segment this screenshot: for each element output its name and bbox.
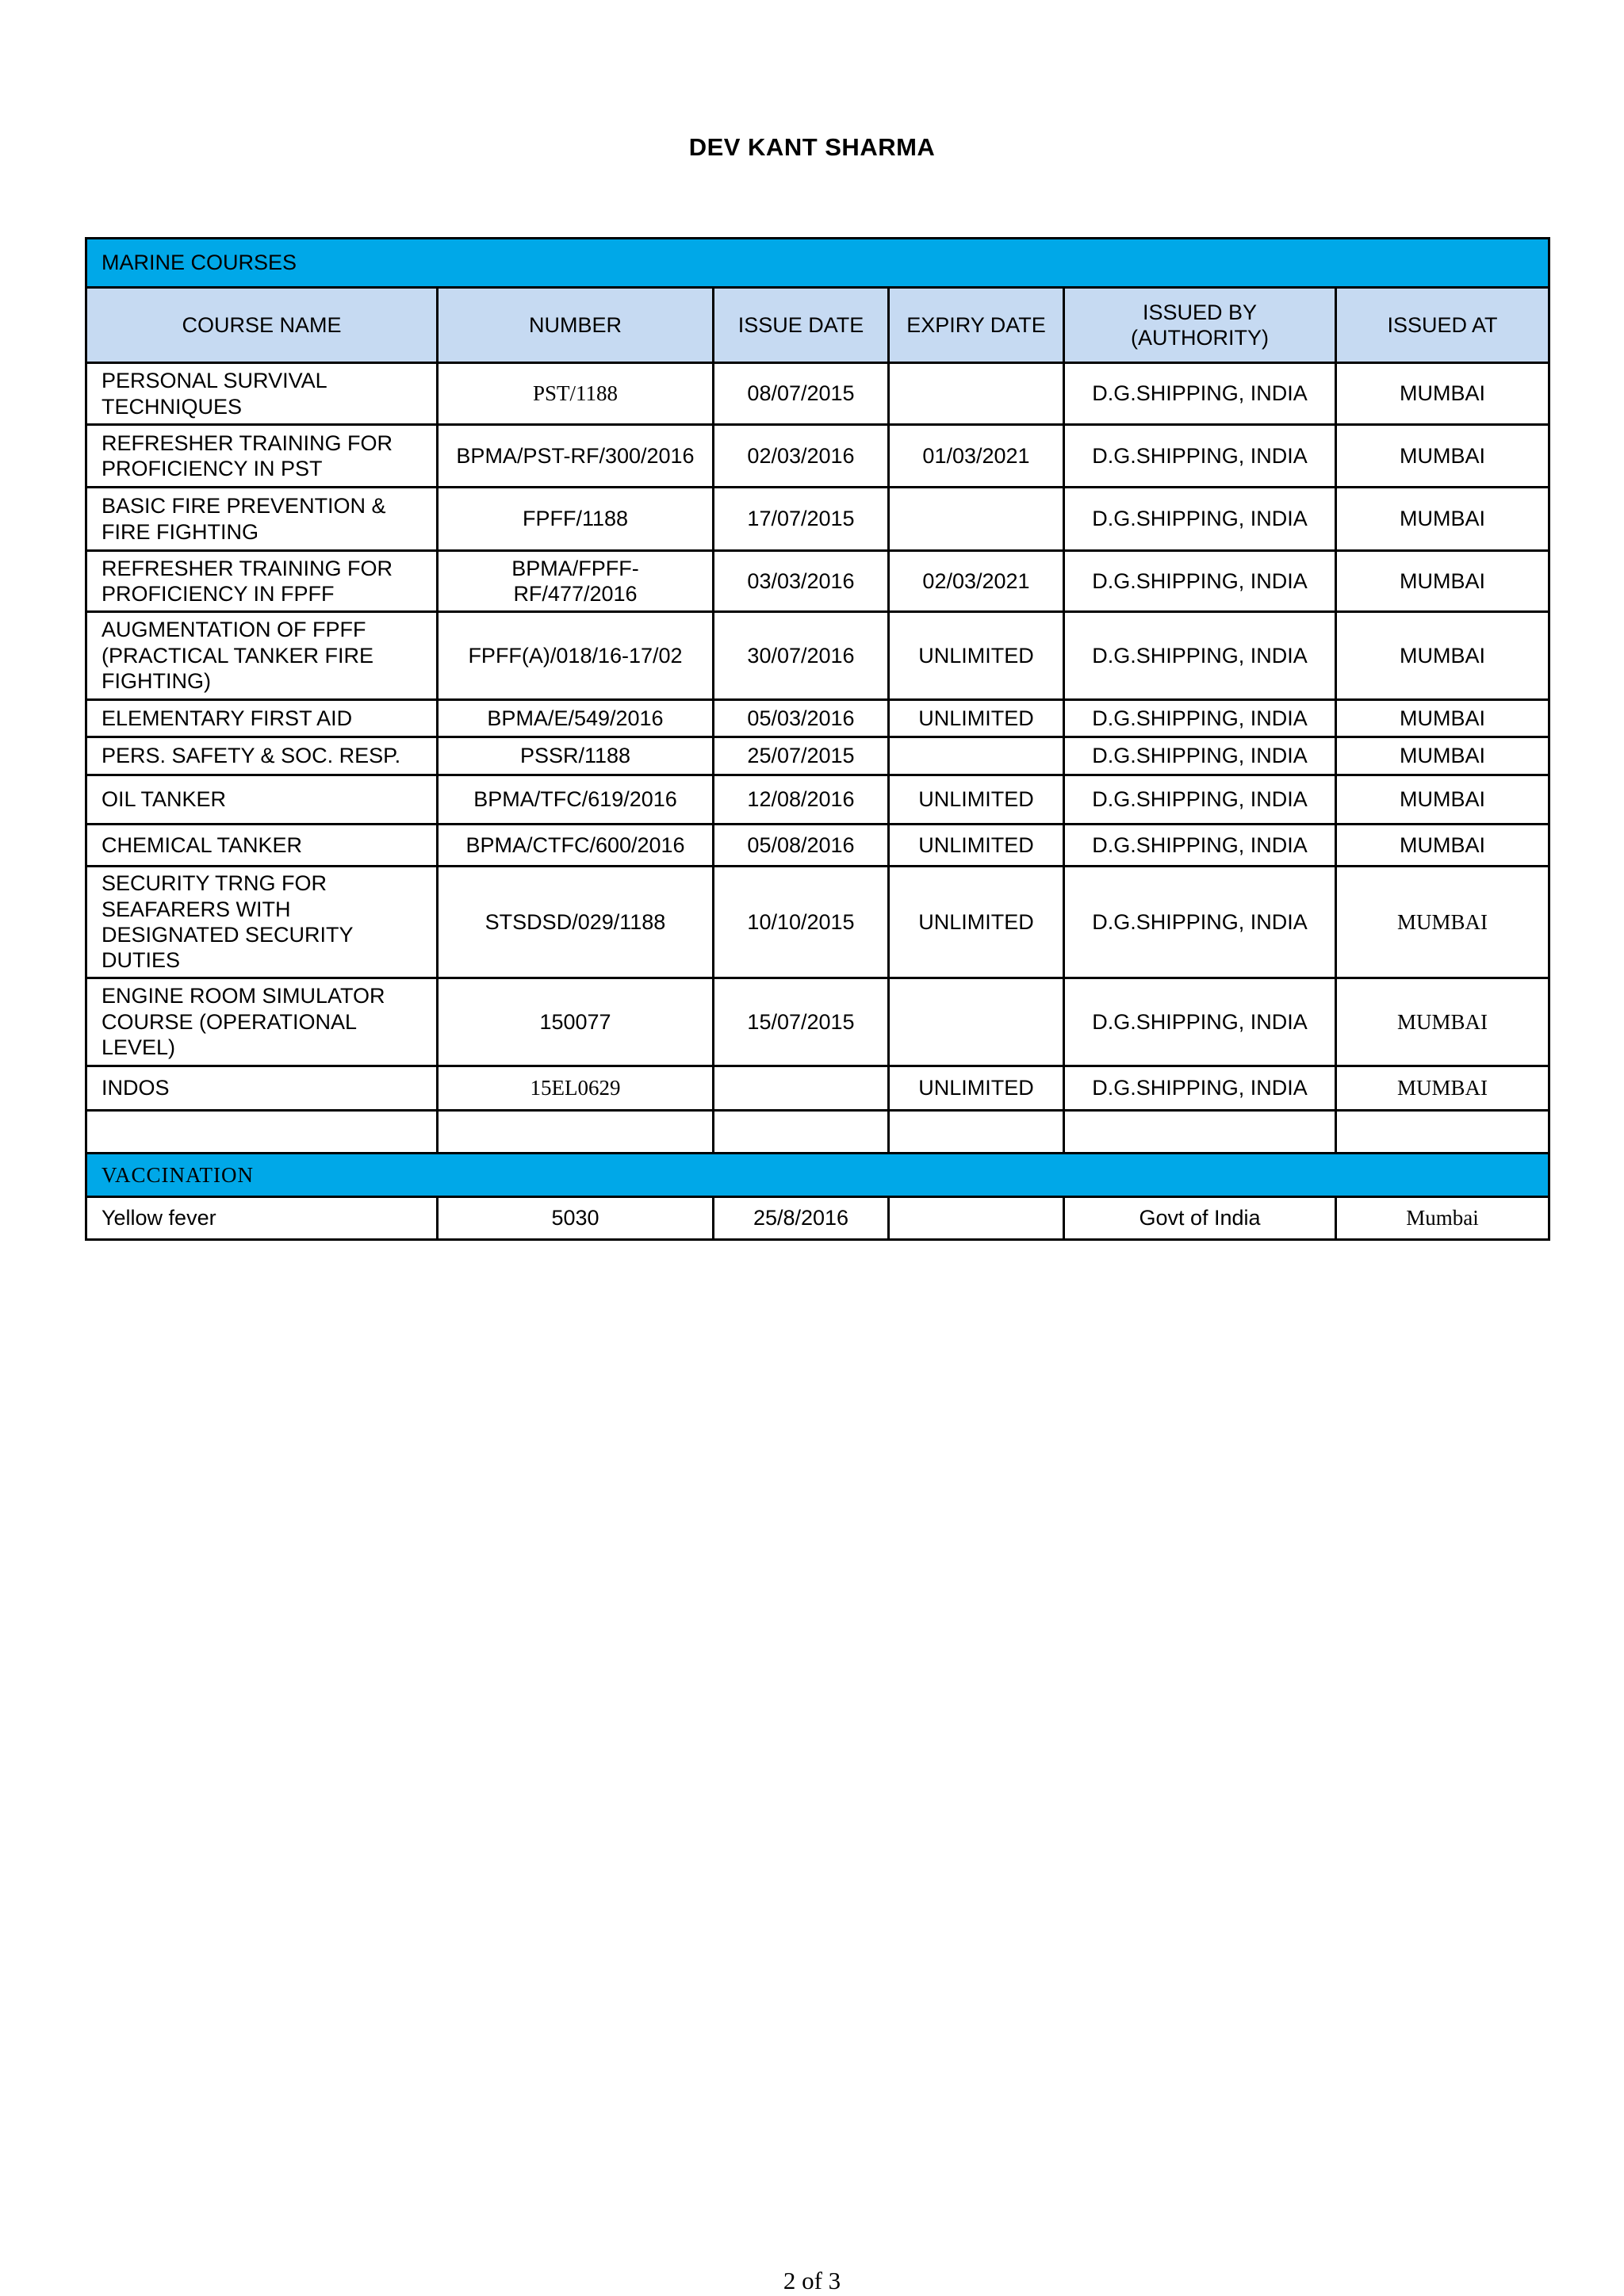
course-name-cell: AUGMENTATION OF FPFF (PRACTICAL TANKER FIRE FIGHTING) [86, 612, 438, 700]
issued-by-cell: D.G.SHIPPING, INDIA [1064, 867, 1336, 978]
issue-date-cell: 08/07/2015 [714, 363, 889, 425]
expiry-date-cell: 01/03/2021 [889, 425, 1064, 488]
table-row [86, 1197, 1549, 1240]
issue-date-cell [714, 1111, 889, 1154]
page-number: 2 of 3 [783, 2267, 841, 2294]
expiry-date-cell [889, 737, 1064, 775]
course-name-cell: PERS. SAFETY & SOC. RESP. [86, 737, 438, 775]
issue-date-cell: 30/07/2016 [714, 612, 889, 700]
issued-at-cell: MUMBAI [1336, 551, 1549, 612]
issued-at-cell: MUMBAI [1336, 867, 1549, 978]
vaccination-title: VACCINATION [86, 1154, 1549, 1197]
expiry-date-cell [889, 488, 1064, 551]
expiry-date-cell: UNLIMITED [889, 612, 1064, 700]
table-row [86, 825, 1549, 867]
issued-by-cell: Govt of India [1064, 1197, 1336, 1240]
course-name-cell: ENGINE ROOM SIMULATOR COURSE (OPERATIONAL LEVEL) [86, 978, 438, 1066]
issued-at-cell: Mumbai [1336, 1197, 1549, 1240]
issued-by-cell [1064, 1111, 1336, 1154]
issued-by-cell: D.G.SHIPPING, INDIA [1064, 737, 1336, 775]
issued-by-cell: D.G.SHIPPING, INDIA [1064, 700, 1336, 737]
number-cell: 15EL0629 [438, 1066, 714, 1111]
issued-at-cell: MUMBAI [1336, 775, 1549, 825]
expiry-date-cell: UNLIMITED [889, 1066, 1064, 1111]
issued-by-cell: D.G.SHIPPING, INDIA [1064, 551, 1336, 612]
issued-by-cell: D.G.SHIPPING, INDIA [1064, 775, 1336, 825]
expiry-date-cell: UNLIMITED [889, 775, 1064, 825]
issued-by-cell: D.G.SHIPPING, INDIA [1064, 363, 1336, 425]
issued-at-cell [1336, 1111, 1549, 1154]
column-header: ISSUED AT [1336, 288, 1549, 363]
issue-date-cell: 10/10/2015 [714, 867, 889, 978]
issued-by-cell: D.G.SHIPPING, INDIA [1064, 612, 1336, 700]
table-row [86, 488, 1549, 551]
table-body [86, 239, 1549, 1240]
issued-at-cell: MUMBAI [1336, 612, 1549, 700]
course-name-cell: Yellow fever [86, 1197, 438, 1240]
table-row [86, 700, 1549, 737]
issue-date-cell: 02/03/2016 [714, 425, 889, 488]
issued-at-cell: MUMBAI [1336, 825, 1549, 867]
table-row [86, 775, 1549, 825]
issue-date-cell: 25/07/2015 [714, 737, 889, 775]
expiry-date-cell [889, 1111, 1064, 1154]
issued-by-cell: D.G.SHIPPING, INDIA [1064, 825, 1336, 867]
issue-date-cell: 05/03/2016 [714, 700, 889, 737]
table-row [86, 1111, 1549, 1154]
issue-date-cell: 15/07/2015 [714, 978, 889, 1066]
course-name-cell [86, 1111, 438, 1154]
issue-date-cell: 12/08/2016 [714, 775, 889, 825]
issued-at-cell: MUMBAI [1336, 1066, 1549, 1111]
course-name-cell: SECURITY TRNG FOR SEAFARERS WITH DESIGNATED SECURITY DUTIES [86, 867, 438, 978]
expiry-date-cell: UNLIMITED [889, 700, 1064, 737]
course-name-cell: REFRESHER TRAINING FOR PROFICIENCY IN FPFF [86, 551, 438, 612]
table-row [86, 978, 1549, 1066]
number-cell: FPFF/1188 [438, 488, 714, 551]
issue-date-cell: 17/07/2015 [714, 488, 889, 551]
course-name-cell: INDOS [86, 1066, 438, 1111]
column-header: COURSE NAME [86, 288, 438, 363]
number-cell: BPMA/CTFC/600/2016 [438, 825, 714, 867]
issue-date-cell: 05/08/2016 [714, 825, 889, 867]
issued-by-cell: D.G.SHIPPING, INDIA [1064, 1066, 1336, 1111]
expiry-date-cell [889, 363, 1064, 425]
number-cell: 5030 [438, 1197, 714, 1240]
table-row [86, 612, 1549, 700]
number-cell: FPFF(A)/018/16-17/02 [438, 612, 714, 700]
table-row [86, 363, 1549, 425]
column-header: EXPIRY DATE [889, 288, 1064, 363]
column-header: NUMBER [438, 288, 714, 363]
page-title: DEV KANT SHARMA [688, 133, 936, 161]
expiry-date-cell [889, 1197, 1064, 1240]
issued-by-cell: D.G.SHIPPING, INDIA [1064, 425, 1336, 488]
issued-at-cell: MUMBAI [1336, 488, 1549, 551]
number-cell [438, 1111, 714, 1154]
column-header: ISSUE DATE [714, 288, 889, 363]
expiry-date-cell: UNLIMITED [889, 825, 1064, 867]
number-cell: 150077 [438, 978, 714, 1066]
course-name-cell: OIL TANKER [86, 775, 438, 825]
issued-at-cell: MUMBAI [1336, 363, 1549, 425]
issued-by-cell: D.G.SHIPPING, INDIA [1064, 978, 1336, 1066]
table-row [86, 551, 1549, 612]
number-cell: PSSR/1188 [438, 737, 714, 775]
course-name-cell: PERSONAL SURVIVAL TECHNIQUES [86, 363, 438, 425]
table-row [86, 867, 1549, 978]
table-row [86, 425, 1549, 488]
column-header-row [86, 288, 1549, 363]
course-name-cell: REFRESHER TRAINING FOR PROFICIENCY IN PST [86, 425, 438, 488]
table-row [86, 737, 1549, 775]
number-cell: BPMA/TFC/619/2016 [438, 775, 714, 825]
expiry-date-cell: UNLIMITED [889, 867, 1064, 978]
issue-date-cell [714, 1066, 889, 1111]
table-row [86, 1066, 1549, 1111]
column-header: ISSUED BY (AUTHORITY) [1064, 288, 1336, 363]
issued-at-cell: MUMBAI [1336, 978, 1549, 1066]
course-name-cell: ELEMENTARY FIRST AID [86, 700, 438, 737]
number-cell: STSDSD/029/1188 [438, 867, 714, 978]
section-header-row [86, 239, 1549, 288]
marine-courses-table [85, 237, 1550, 1241]
issue-date-cell: 03/03/2016 [714, 551, 889, 612]
issued-at-cell: MUMBAI [1336, 700, 1549, 737]
expiry-date-cell: 02/03/2021 [889, 551, 1064, 612]
number-cell: PST/1188 [438, 363, 714, 425]
issue-date-cell: 25/8/2016 [714, 1197, 889, 1240]
course-name-cell: BASIC FIRE PREVENTION & FIRE FIGHTING [86, 488, 438, 551]
number-cell: BPMA/FPFF-RF/477/2016 [438, 551, 714, 612]
section-title: MARINE COURSES [86, 239, 1549, 288]
number-cell: BPMA/PST-RF/300/2016 [438, 425, 714, 488]
issued-at-cell: MUMBAI [1336, 425, 1549, 488]
issued-by-cell: D.G.SHIPPING, INDIA [1064, 488, 1336, 551]
course-name-cell: CHEMICAL TANKER [86, 825, 438, 867]
vaccination-header-row [86, 1154, 1549, 1197]
number-cell: BPMA/E/549/2016 [438, 700, 714, 737]
issued-at-cell: MUMBAI [1336, 737, 1549, 775]
expiry-date-cell [889, 978, 1064, 1066]
